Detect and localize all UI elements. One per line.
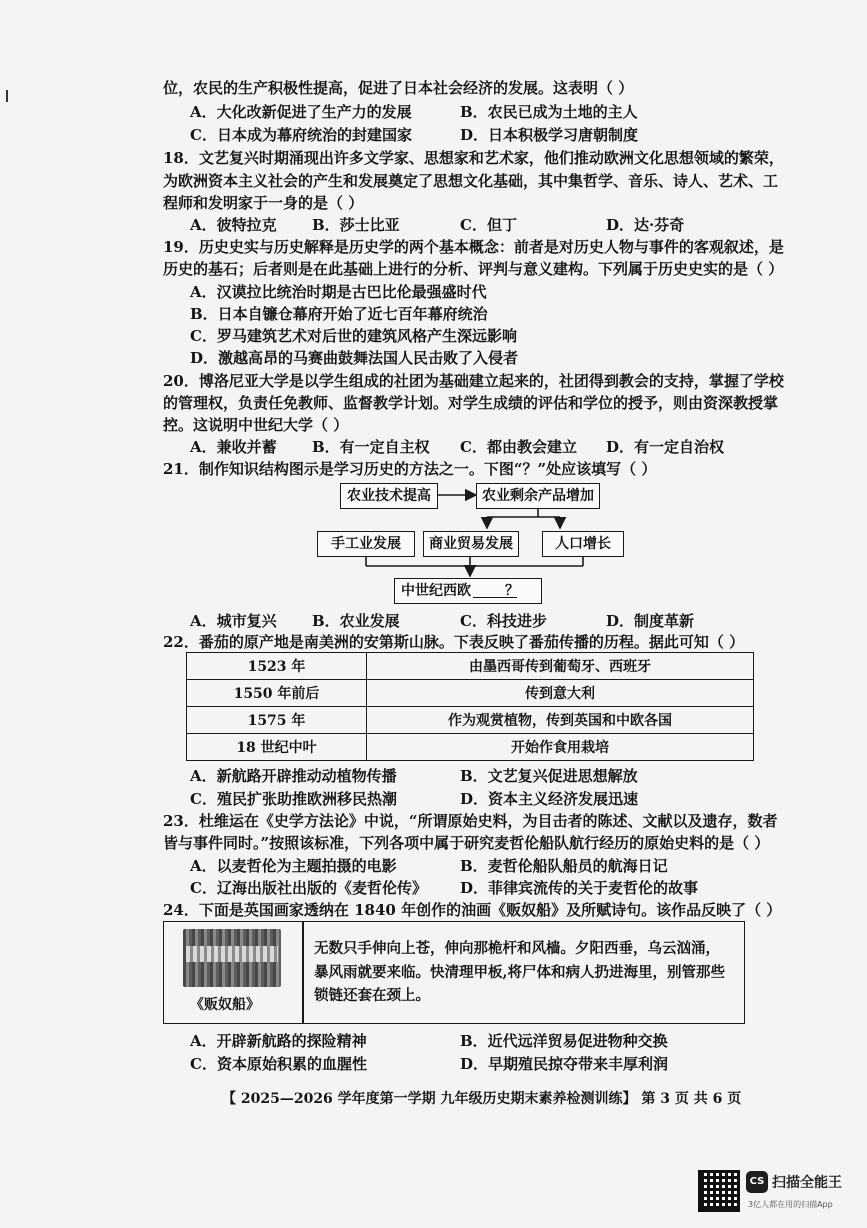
diagram-box-agri-surplus: 农业剩余产品增加 (476, 483, 600, 509)
q18-stem-line: 18．文艺复兴时期涌现出许多文学家、思想家和艺术家，他们推动欧洲文化思想领域的繁荣， (163, 149, 784, 167)
table-row (187, 653, 754, 680)
qr-code-icon (698, 1170, 740, 1212)
q24-option-c: C．资本原始积累的血腥性 (190, 1055, 367, 1073)
q23-stem-line: 皆与事件同时。”按照该标准，下列各项中属于研究麦哲伦船队航行经历的原始史料的是（ ） (163, 834, 770, 852)
q22-option-d: D．资本主义经济发展迅速 (460, 790, 639, 808)
q22-option-c: C．殖民扩张助推欧洲移民热潮 (190, 790, 397, 808)
q20-stem-line: 20．博洛尼亚大学是以学生组成的社团为基础建立起来的，社团得到教会的支持，掌握了学校 (163, 372, 784, 390)
q19-option-b: B．日本自镰仓幕府开始了近七百年幕府统治 (190, 305, 488, 323)
q24-option-d: D．早期殖民掠夺带来丰厚利润 (460, 1055, 669, 1073)
q21-option-c: C．科技进步 (460, 612, 547, 630)
q21-stem: 21．制作知识结构图示是学习历史的方法之一。下图“？”处应该填写（ ） (163, 460, 657, 478)
q20-stem-line: 的管理权，负责任免教师、监督教学计划。对学生成绩的评估和学位的授予，则由资深教授掌 (163, 394, 779, 412)
q18-option-c: C．但丁 (460, 216, 517, 234)
table-row (187, 680, 754, 707)
table-cell-time: 18 世纪中叶 (187, 734, 367, 761)
q17-option-c: C．日本成为幕府统治的封建国家 (190, 126, 412, 144)
painting-caption: 《贩奴船》 (190, 997, 260, 1013)
painting-detail (186, 946, 278, 962)
diagram-box-medieval-europe (394, 578, 542, 604)
tomato-spread-table (186, 652, 754, 761)
page-footer: 【 2025—2026 学年度第一学期 九年级历史期末素养检测训练】 第 3 页 共 6 页 (222, 1091, 742, 1107)
q23-option-a: A．以麦哲伦为主题拍摄的电影 (190, 857, 397, 875)
q19-option-d: D．激越高昂的马赛曲鼓舞法国人民击败了入侵者 (190, 349, 519, 367)
diagram-box-agri-tech: 农业技术提高 (340, 483, 438, 509)
q20-option-a: A．兼收并蓄 (190, 438, 277, 456)
q20-option-d: D．有一定自治权 (606, 438, 725, 456)
q24-option-a: A．开辟新航路的探险精神 (190, 1032, 367, 1050)
q22-option-a: A．新航路开辟推动动植物传播 (190, 767, 397, 785)
table-row (187, 707, 754, 734)
scanner-app-tagline: 3亿人都在用的扫描App (748, 1200, 833, 1209)
q22-option-b: B．文艺复兴促进思想解放 (460, 767, 638, 785)
camscanner-logo-icon: CS (746, 1171, 768, 1193)
q21-option-a: A．城市复兴 (190, 612, 277, 630)
poem-line: 锁链还套在颈上。 (314, 987, 430, 1004)
q17-option-b: B．农民已成为土地的主人 (460, 103, 638, 121)
diagram-box-population: 人口增长 (542, 531, 624, 557)
q24-material-divider (302, 921, 304, 1024)
q17-option-d: D．日本积极学习唐朝制度 (460, 126, 639, 144)
diagram-question-mark: ？ (505, 583, 519, 599)
q23-stem-line: 23．杜维运在《史学方法论》中说，“所谓原始史料，为目击者的陈述、文献以及遗存，数者 (163, 812, 778, 830)
q23-option-c: C．辽海出版社出版的《麦哲伦传》 (190, 879, 427, 897)
table-cell-event: 作为观赏植物，传到英国和中欧各国 (367, 707, 754, 734)
scan-edge-mark (6, 90, 8, 102)
q21-option-b: B．农业发展 (312, 612, 400, 630)
q24-option-b: B．近代远洋贸易促进物种交换 (460, 1032, 668, 1050)
table-row (187, 734, 754, 761)
q18-option-d: D．达·芬奇 (606, 216, 685, 234)
table-cell-event: 传到意大利 (367, 680, 754, 707)
scanner-app-name: 扫描全能王 (772, 1175, 842, 1191)
q21-option-d: D．制度革新 (606, 612, 695, 630)
poem-line: 暴风雨就要来临。快清理甲板,将尸体和病人扔进海里，别管那些 (314, 964, 726, 981)
q17-option-a: A．大化改新促进了生产力的发展 (190, 103, 412, 121)
q24-stem: 24．下面是英国画家透纳在 1840 年创作的油画《贩奴船》及所赋诗句。该作品反映了（ ） (163, 901, 782, 919)
table-cell-event: 由墨西哥传到葡萄牙、西班牙 (367, 653, 754, 680)
diagram-box-trade: 商业贸易发展 (423, 531, 519, 557)
q20-option-c: C．都由教会建立 (460, 438, 577, 456)
q20-stem-line: 控。这说明中世纪大学（ ） (163, 416, 349, 434)
q18-stem-line: 程师和发明家于一身的是（ ） (163, 194, 364, 212)
q18-stem-line: 为欧洲资本主义社会的产生和发展奠定了思想文化基础，其中集哲学、音乐、诗人、艺术、工 (163, 172, 779, 190)
q19-stem-line: 历史的基石；后者则是在此基础上进行的分析、评判与意义建构。下列属于历史史实的是（ ） (163, 260, 784, 278)
q19-option-c: C．罗马建筑艺术对后世的建筑风格产生深远影响 (190, 327, 517, 345)
q19-option-a: A．汉谟拉比统治时期是古巴比伦最强盛时代 (190, 283, 487, 301)
diagram-box-medieval-label: 中世纪西欧 (401, 583, 471, 599)
q18-option-a: A．彼特拉克 (190, 216, 277, 234)
q19-stem-line: 19．历史史实与历史解释是历史学的两个基本概念：前者是对历史人物与事件的客观叙述，是 (163, 238, 784, 256)
q22-stem: 22．番茄的原产地是南美洲的安第斯山脉。下表反映了番茄传播的历程。据此可知（ ） (163, 633, 745, 651)
table-cell-time: 1575 年 (187, 707, 367, 734)
q18-option-b: B．莎士比亚 (312, 216, 400, 234)
table-cell-time: 1523 年 (187, 653, 367, 680)
table-cell-time: 1550 年前后 (187, 680, 367, 707)
q20-option-b: B．有一定自主权 (312, 438, 430, 456)
q17-stem-tail: 位，农民的生产积极性提高，促进了日本社会经济的发展。这表明（ ） (163, 79, 634, 97)
q23-option-d: D．菲律宾流传的关于麦哲伦的故事 (460, 879, 699, 897)
q23-option-b: B．麦哲伦船队船员的航海日记 (460, 857, 668, 875)
poem-line: 无数只手伸向上苍，伸向那桅杆和风樯。夕阳西垂，乌云汹涌， (314, 940, 720, 957)
diagram-box-handicraft: 手工业发展 (317, 531, 415, 557)
table-cell-event: 开始作食用栽培 (367, 734, 754, 761)
